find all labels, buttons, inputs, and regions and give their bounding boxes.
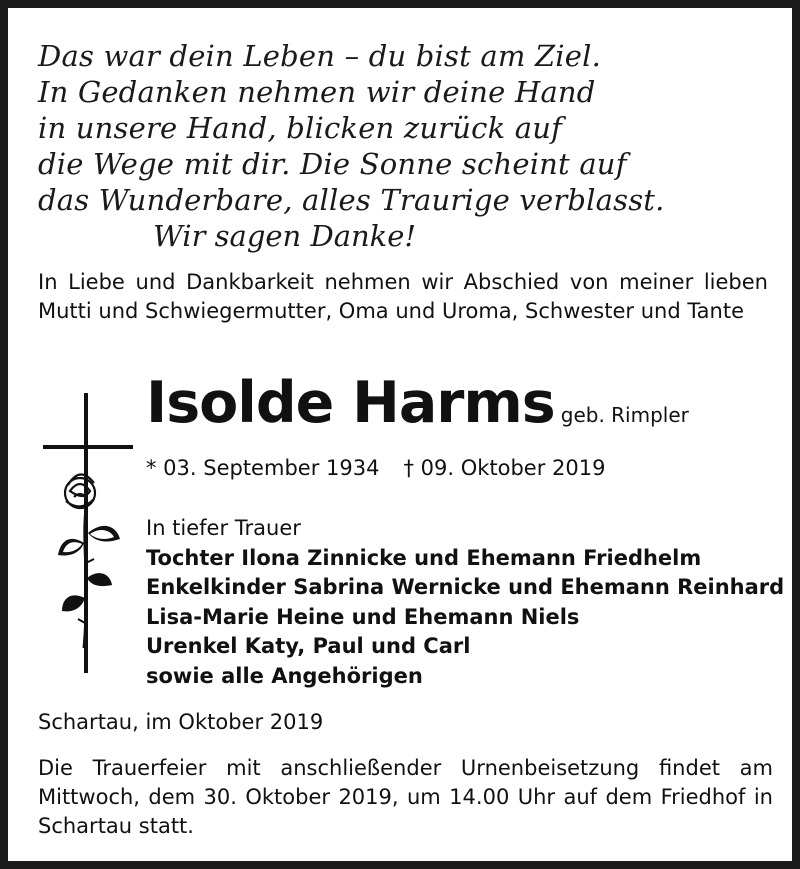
memorial-poem [38,38,778,218]
deceased-name-row [146,368,689,438]
mourner-entry: Urenkel Katy, Paul und Carl [146,634,471,658]
poem-line: das Wunderbare, alles Traurige verblasst. [38,183,665,217]
mourners-list [146,514,784,691]
death-date: † 09. Oktober 2019 [403,456,606,480]
poem-line: in unsere Hand, blicken zurück auf [38,111,563,145]
deceased-name: Isolde Harms [146,370,555,436]
farewell-intro: In Liebe und Dankbarkeit nehmen wir Abschied von meiner lieben Mutti und Schwiegermutter, Oma und Uroma, Schwester und Tante [38,270,768,323]
mourners-heading: In tiefer Trauer [146,516,301,540]
thanks-line: Wir sagen Danke! [153,219,417,253]
mourner-entry: Lisa-Marie Heine und Ehemann Niels [146,604,580,629]
place-and-date: Schartau, im Oktober 2019 [38,710,324,734]
mourner-entry: Enkelkinder Sabrina Wernicke und Ehemann Reinhard [146,575,785,599]
funeral-service-info: Die Trauerfeier mit anschließender Urnenbeisetzung findet am Mittwoch, dem 30. Oktober 2019, um 14.00 Uhr auf dem Friedhof in Schartau statt. [38,756,773,838]
mourner-entry: sowie alle Angehörigen [146,663,423,688]
cross-with-rose-icon [38,393,138,683]
maiden-name: geb. Rimpler [560,403,689,427]
poem-line: Das war dein Leben – du bist am Ziel. [38,39,602,73]
mourner-entry: Tochter Ilona Zinnicke und Ehemann Friedhelm [146,545,702,570]
birth-date: * 03. September 1934 [146,456,380,480]
life-dates [146,454,605,482]
poem-line: In Gedanken nehmen wir deine Hand [38,75,596,109]
poem-line: die Wege mit dir. Die Sonne scheint auf [38,147,627,181]
